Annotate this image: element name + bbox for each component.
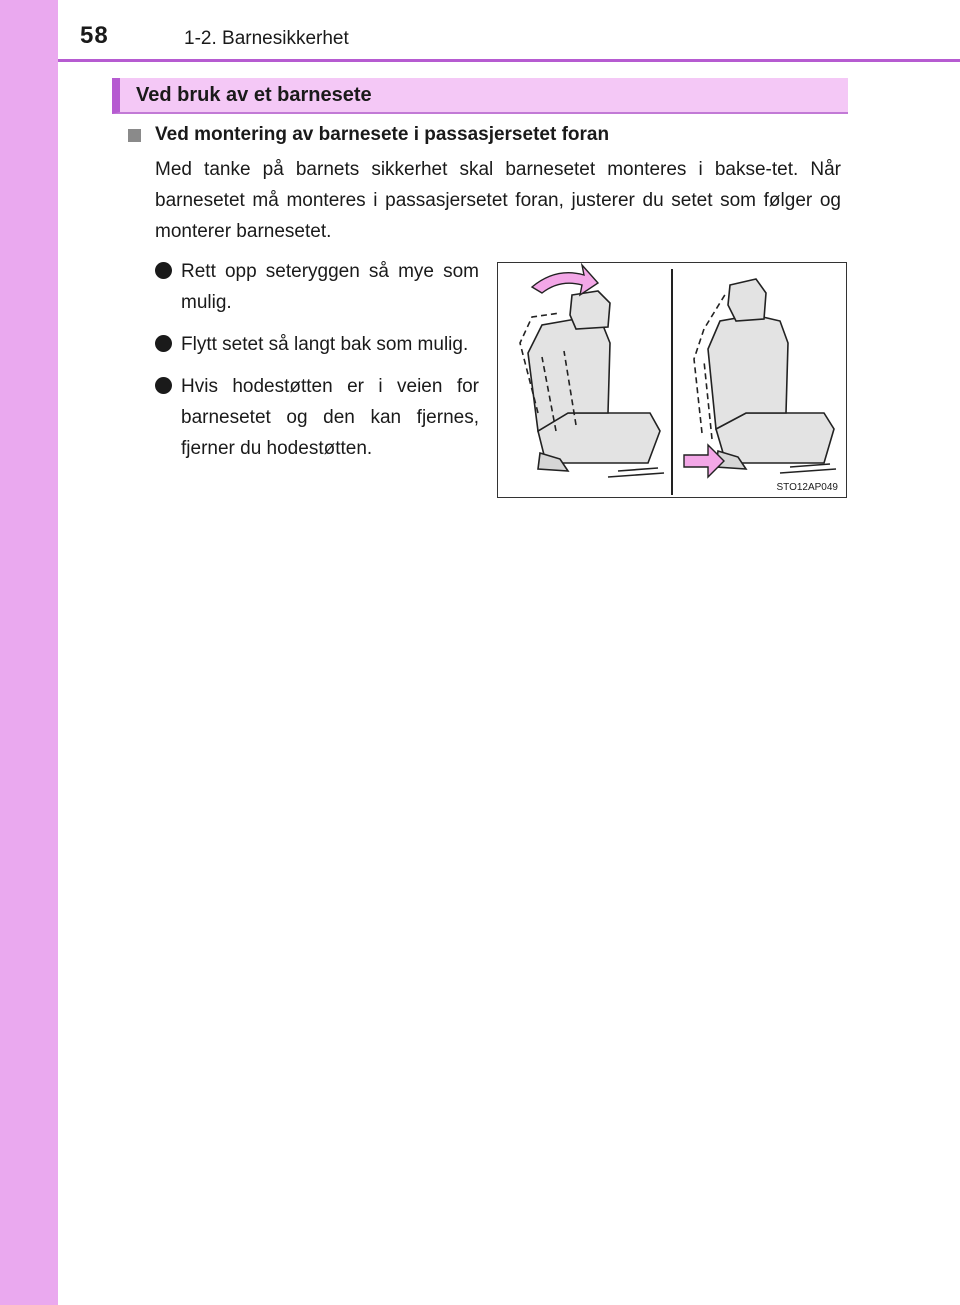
right-seat-graphic [708,279,836,473]
subsection-heading: Ved montering av barnesete i passasjersetet foran [155,124,610,145]
bullet-dot-icon [155,262,172,279]
left-seat-graphic [528,291,664,477]
subsection-heading-row [128,124,848,146]
bullet-dot-icon [155,377,172,394]
chapter-title: 1-2. Barnesikkerhet [184,28,349,49]
move-seat-back-arrow-icon [684,445,724,477]
seat-adjustment-illustration [497,262,847,498]
seat-illustration-svg [498,263,846,497]
raise-seatback-arrow-icon [532,265,598,295]
left-margin-band [0,0,58,1305]
intro-paragraph: Med tanke på barnets sikkerhet skal barnesetet monteres i bakse-tet. Når barnesetet må monteres i passasjersetet foran, justerer du setet som følger og monterer barnesetet. [155,159,841,242]
bullet-dot-icon [155,335,172,352]
square-bullet-icon [128,129,141,142]
list-item-text: Flytt setet så langt bak som mulig. [181,334,469,355]
figure-code: STO12AP049 [776,482,838,493]
list-item-text: Hvis hodestøtten er i veien for barnesetet og den kan fjernes, fjerner du hodestøtten. [181,376,479,459]
page-number: 58 [80,22,109,49]
list-item-text: Rett opp seteryggen så mye som mulig. [181,261,479,313]
section-title: Ved bruk av et barnesete [136,84,372,106]
list-item [155,329,479,360]
instruction-list [155,256,479,475]
header-divider [58,59,960,62]
section-header [112,78,848,114]
list-item [155,371,479,464]
list-item [155,256,479,318]
